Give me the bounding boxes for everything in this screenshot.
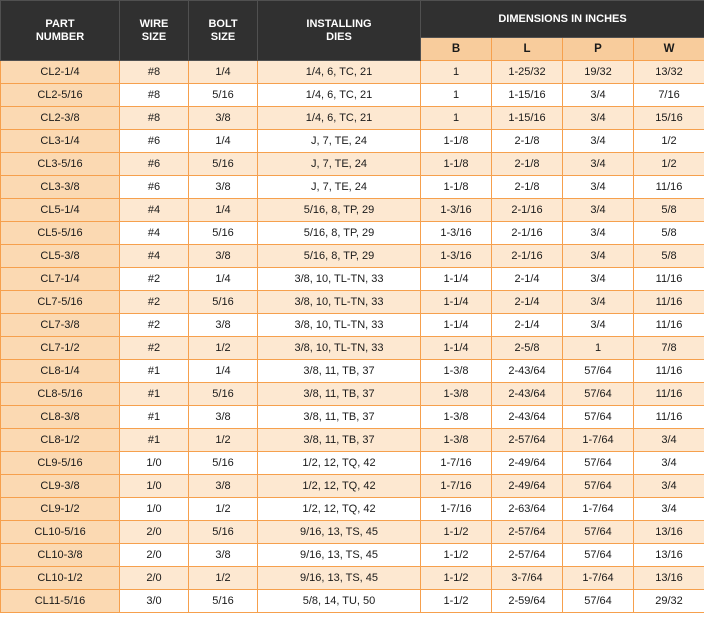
part-number-cell: CL10-3/8: [1, 544, 120, 567]
wire-size-cell: 2/0: [120, 521, 189, 544]
bolt-size-cell: 3/8: [189, 245, 258, 268]
header-dim-w: W: [634, 38, 704, 61]
dim-p-cell: 3/4: [563, 245, 634, 268]
installing-dies-cell: 3/8, 10, TL-TN, 33: [258, 314, 421, 337]
part-number-cell: CL10-5/16: [1, 521, 120, 544]
dim-b-cell: 1-1/4: [421, 337, 492, 360]
header-part-number-label: PART NUMBER: [35, 17, 85, 43]
table-row: [1, 406, 704, 429]
installing-dies-cell: 1/2, 12, TQ, 42: [258, 475, 421, 498]
table-row: [1, 360, 704, 383]
dim-l-cell: 2-1/4: [492, 291, 563, 314]
dim-w-cell: 7/16: [634, 84, 704, 107]
dim-w-cell: 11/16: [634, 291, 704, 314]
wire-size-cell: #8: [120, 107, 189, 130]
bolt-size-cell: 5/16: [189, 84, 258, 107]
part-number-cell: CL2-5/16: [1, 84, 120, 107]
table-row: [1, 521, 704, 544]
bolt-size-cell: 1/2: [189, 337, 258, 360]
dim-b-cell: 1-1/2: [421, 544, 492, 567]
wire-size-cell: #4: [120, 199, 189, 222]
part-number-cell: CL3-5/16: [1, 153, 120, 176]
dim-l-cell: 2-1/8: [492, 176, 563, 199]
table-row: [1, 130, 704, 153]
installing-dies-cell: 3/8, 11, TB, 37: [258, 406, 421, 429]
wire-size-cell: #2: [120, 314, 189, 337]
installing-dies-cell: 9/16, 13, TS, 45: [258, 567, 421, 590]
dim-b-cell: 1-1/2: [421, 521, 492, 544]
table-row: [1, 222, 704, 245]
dim-l-cell: 2-43/64: [492, 360, 563, 383]
dim-p-cell: 1: [563, 337, 634, 360]
dim-w-cell: 1/2: [634, 130, 704, 153]
wire-size-cell: #6: [120, 153, 189, 176]
bolt-size-cell: 1/4: [189, 61, 258, 84]
dim-b-cell: 1-3/16: [421, 222, 492, 245]
table-row: [1, 337, 704, 360]
bolt-size-cell: 5/16: [189, 222, 258, 245]
installing-dies-cell: J, 7, TE, 24: [258, 153, 421, 176]
dim-l-cell: 2-57/64: [492, 544, 563, 567]
dim-b-cell: 1-1/8: [421, 153, 492, 176]
wire-size-cell: #2: [120, 291, 189, 314]
dim-b-cell: 1-1/4: [421, 291, 492, 314]
table-row: [1, 176, 704, 199]
part-number-cell: CL3-1/4: [1, 130, 120, 153]
part-number-cell: CL7-5/16: [1, 291, 120, 314]
part-number-cell: CL7-1/4: [1, 268, 120, 291]
table-row: [1, 452, 704, 475]
wire-size-cell: #2: [120, 337, 189, 360]
installing-dies-cell: 3/8, 10, TL-TN, 33: [258, 337, 421, 360]
installing-dies-cell: 9/16, 13, TS, 45: [258, 544, 421, 567]
installing-dies-cell: 5/8, 14, TU, 50: [258, 590, 421, 613]
dim-p-cell: 57/64: [563, 521, 634, 544]
part-number-cell: CL10-1/2: [1, 567, 120, 590]
bolt-size-cell: 5/16: [189, 452, 258, 475]
dim-b-cell: 1-3/16: [421, 245, 492, 268]
installing-dies-cell: J, 7, TE, 24: [258, 130, 421, 153]
dim-p-cell: 3/4: [563, 176, 634, 199]
bolt-size-cell: 3/8: [189, 544, 258, 567]
dim-l-cell: 2-5/8: [492, 337, 563, 360]
dim-l-cell: 1-15/16: [492, 107, 563, 130]
bolt-size-cell: 1/4: [189, 199, 258, 222]
header-bolt-size: [189, 1, 258, 61]
header-installing-dies-label: INSTALLING DIES: [306, 17, 372, 43]
bolt-size-cell: 1/4: [189, 360, 258, 383]
dim-p-cell: 3/4: [563, 291, 634, 314]
installing-dies-cell: J, 7, TE, 24: [258, 176, 421, 199]
header-dimensions: [421, 1, 704, 38]
installing-dies-cell: 3/8, 11, TB, 37: [258, 360, 421, 383]
wire-size-cell: 1/0: [120, 475, 189, 498]
table-row: [1, 199, 704, 222]
dim-w-cell: 15/16: [634, 107, 704, 130]
bolt-size-cell: 3/8: [189, 406, 258, 429]
wire-size-cell: #6: [120, 130, 189, 153]
installing-dies-cell: 1/2, 12, TQ, 42: [258, 498, 421, 521]
header-dimensions-label: DIMENSIONS IN INCHES: [498, 12, 627, 25]
dim-l-cell: 2-49/64: [492, 452, 563, 475]
table-row: [1, 429, 704, 452]
installing-dies-cell: 1/4, 6, TC, 21: [258, 61, 421, 84]
header-installing-dies: [258, 1, 421, 61]
dim-b-cell: 1-3/8: [421, 360, 492, 383]
dim-w-cell: 11/16: [634, 176, 704, 199]
installing-dies-cell: 9/16, 13, TS, 45: [258, 521, 421, 544]
wire-size-cell: #6: [120, 176, 189, 199]
dim-b-cell: 1: [421, 61, 492, 84]
installing-dies-cell: 1/2, 12, TQ, 42: [258, 452, 421, 475]
part-number-cell: CL9-1/2: [1, 498, 120, 521]
dim-p-cell: 3/4: [563, 199, 634, 222]
dim-p-cell: 1-7/64: [563, 498, 634, 521]
installing-dies-cell: 5/16, 8, TP, 29: [258, 222, 421, 245]
table-row: [1, 107, 704, 130]
bolt-size-cell: 1/2: [189, 567, 258, 590]
part-number-cell: CL2-1/4: [1, 61, 120, 84]
wire-size-cell: #8: [120, 84, 189, 107]
part-number-cell: CL11-5/16: [1, 590, 120, 613]
bolt-size-cell: 5/16: [189, 383, 258, 406]
dim-p-cell: 57/64: [563, 475, 634, 498]
dim-b-cell: 1-3/8: [421, 429, 492, 452]
dim-b-cell: 1-7/16: [421, 498, 492, 521]
dim-p-cell: 3/4: [563, 268, 634, 291]
dim-w-cell: 29/32: [634, 590, 704, 613]
part-number-cell: CL7-1/2: [1, 337, 120, 360]
bolt-size-cell: 5/16: [189, 590, 258, 613]
dim-b-cell: 1-1/8: [421, 176, 492, 199]
dim-b-cell: 1-7/16: [421, 452, 492, 475]
wire-size-cell: 1/0: [120, 452, 189, 475]
installing-dies-cell: 5/16, 8, TP, 29: [258, 245, 421, 268]
dim-b-cell: 1-1/2: [421, 590, 492, 613]
wire-size-cell: #2: [120, 268, 189, 291]
bolt-size-cell: 5/16: [189, 291, 258, 314]
dim-b-cell: 1-1/2: [421, 567, 492, 590]
dim-w-cell: 13/32: [634, 61, 704, 84]
dim-l-cell: 1-25/32: [492, 61, 563, 84]
header-part-number: [1, 1, 120, 61]
part-number-cell: CL5-1/4: [1, 199, 120, 222]
bolt-size-cell: 5/16: [189, 521, 258, 544]
dim-l-cell: 2-1/8: [492, 153, 563, 176]
dim-l-cell: 2-43/64: [492, 383, 563, 406]
dim-l-cell: 2-57/64: [492, 521, 563, 544]
dim-p-cell: 3/4: [563, 107, 634, 130]
dim-w-cell: 3/4: [634, 429, 704, 452]
part-number-cell: CL5-5/16: [1, 222, 120, 245]
dim-l-cell: 2-1/16: [492, 199, 563, 222]
installing-dies-cell: 3/8, 11, TB, 37: [258, 429, 421, 452]
dim-p-cell: 3/4: [563, 84, 634, 107]
dim-l-cell: 2-1/4: [492, 314, 563, 337]
dim-w-cell: 5/8: [634, 245, 704, 268]
dim-l-cell: 2-43/64: [492, 406, 563, 429]
dim-b-cell: 1-3/8: [421, 383, 492, 406]
part-number-cell: CL7-3/8: [1, 314, 120, 337]
wire-size-cell: #1: [120, 429, 189, 452]
part-number-cell: CL8-1/4: [1, 360, 120, 383]
dim-w-cell: 3/4: [634, 475, 704, 498]
dim-b-cell: 1-7/16: [421, 475, 492, 498]
dim-w-cell: 13/16: [634, 544, 704, 567]
dim-w-cell: 1/2: [634, 153, 704, 176]
dim-w-cell: 11/16: [634, 268, 704, 291]
bolt-size-cell: 1/2: [189, 429, 258, 452]
header-dim-l: L: [492, 38, 563, 61]
wire-size-cell: #4: [120, 245, 189, 268]
table-row: [1, 567, 704, 590]
dim-l-cell: 2-63/64: [492, 498, 563, 521]
dim-l-cell: 2-59/64: [492, 590, 563, 613]
dim-p-cell: 1-7/64: [563, 567, 634, 590]
header-bolt-size-label: BOLT SIZE: [208, 17, 238, 43]
dim-p-cell: 3/4: [563, 314, 634, 337]
installing-dies-cell: 5/16, 8, TP, 29: [258, 199, 421, 222]
dim-p-cell: 3/4: [563, 153, 634, 176]
wire-size-cell: 2/0: [120, 567, 189, 590]
dim-p-cell: 1-7/64: [563, 429, 634, 452]
bolt-size-cell: 3/8: [189, 314, 258, 337]
wire-size-cell: #1: [120, 406, 189, 429]
bolt-size-cell: 3/8: [189, 475, 258, 498]
dim-b-cell: 1-3/16: [421, 199, 492, 222]
dim-w-cell: 11/16: [634, 314, 704, 337]
dim-w-cell: 11/16: [634, 360, 704, 383]
table-row: [1, 383, 704, 406]
dim-w-cell: 11/16: [634, 383, 704, 406]
part-number-cell: CL8-3/8: [1, 406, 120, 429]
table-row: [1, 590, 704, 613]
installing-dies-cell: 1/4, 6, TC, 21: [258, 107, 421, 130]
dim-p-cell: 57/64: [563, 360, 634, 383]
bolt-size-cell: 1/2: [189, 498, 258, 521]
table-row: [1, 314, 704, 337]
table-body: [1, 61, 704, 613]
dim-b-cell: 1-1/4: [421, 268, 492, 291]
dim-w-cell: 13/16: [634, 567, 704, 590]
dim-w-cell: 13/16: [634, 521, 704, 544]
dim-w-cell: 11/16: [634, 406, 704, 429]
dim-p-cell: 57/64: [563, 406, 634, 429]
table-row: [1, 475, 704, 498]
header-wire-size-label: WIRE SIZE: [139, 17, 169, 43]
dim-l-cell: 1-15/16: [492, 84, 563, 107]
dim-p-cell: 57/64: [563, 590, 634, 613]
part-number-cell: CL8-1/2: [1, 429, 120, 452]
bolt-size-cell: 1/4: [189, 268, 258, 291]
part-number-cell: CL9-3/8: [1, 475, 120, 498]
dim-b-cell: 1-1/4: [421, 314, 492, 337]
dim-w-cell: 3/4: [634, 498, 704, 521]
dim-w-cell: 5/8: [634, 199, 704, 222]
table-row: [1, 544, 704, 567]
bolt-size-cell: 1/4: [189, 130, 258, 153]
dim-l-cell: 2-1/16: [492, 222, 563, 245]
table-row: [1, 268, 704, 291]
table-row: [1, 61, 704, 84]
installing-dies-cell: 3/8, 10, TL-TN, 33: [258, 291, 421, 314]
wire-size-cell: #1: [120, 383, 189, 406]
dim-w-cell: 5/8: [634, 222, 704, 245]
installing-dies-cell: 3/8, 10, TL-TN, 33: [258, 268, 421, 291]
wire-size-cell: 1/0: [120, 498, 189, 521]
table-header: [1, 1, 704, 61]
table-row: [1, 153, 704, 176]
dim-l-cell: 2-57/64: [492, 429, 563, 452]
header-wire-size: [120, 1, 189, 61]
part-number-cell: CL9-5/16: [1, 452, 120, 475]
dim-p-cell: 57/64: [563, 544, 634, 567]
dim-w-cell: 3/4: [634, 452, 704, 475]
dim-l-cell: 2-1/16: [492, 245, 563, 268]
part-number-cell: CL3-3/8: [1, 176, 120, 199]
wire-size-cell: 3/0: [120, 590, 189, 613]
bolt-size-cell: 3/8: [189, 176, 258, 199]
dim-p-cell: 3/4: [563, 222, 634, 245]
dim-l-cell: 2-1/4: [492, 268, 563, 291]
bolt-size-cell: 5/16: [189, 153, 258, 176]
dim-b-cell: 1-3/8: [421, 406, 492, 429]
wire-size-cell: #1: [120, 360, 189, 383]
dim-b-cell: 1-1/8: [421, 130, 492, 153]
table-row: [1, 291, 704, 314]
dim-p-cell: 19/32: [563, 61, 634, 84]
part-number-cell: CL2-3/8: [1, 107, 120, 130]
dim-p-cell: 3/4: [563, 130, 634, 153]
table-row: [1, 498, 704, 521]
wire-size-cell: #8: [120, 61, 189, 84]
dim-w-cell: 7/8: [634, 337, 704, 360]
wire-size-cell: #4: [120, 222, 189, 245]
part-number-cell: CL5-3/8: [1, 245, 120, 268]
part-number-cell: CL8-5/16: [1, 383, 120, 406]
dim-l-cell: 2-49/64: [492, 475, 563, 498]
dim-b-cell: 1: [421, 84, 492, 107]
dim-b-cell: 1: [421, 107, 492, 130]
bolt-size-cell: 3/8: [189, 107, 258, 130]
dim-l-cell: 2-1/8: [492, 130, 563, 153]
installing-dies-cell: 3/8, 11, TB, 37: [258, 383, 421, 406]
header-dim-b: B: [421, 38, 492, 61]
dim-p-cell: 57/64: [563, 452, 634, 475]
dim-l-cell: 3-7/64: [492, 567, 563, 590]
table-row: [1, 84, 704, 107]
header-dim-p: P: [563, 38, 634, 61]
dim-p-cell: 57/64: [563, 383, 634, 406]
table-row: [1, 245, 704, 268]
installing-dies-cell: 1/4, 6, TC, 21: [258, 84, 421, 107]
wire-size-cell: 2/0: [120, 544, 189, 567]
